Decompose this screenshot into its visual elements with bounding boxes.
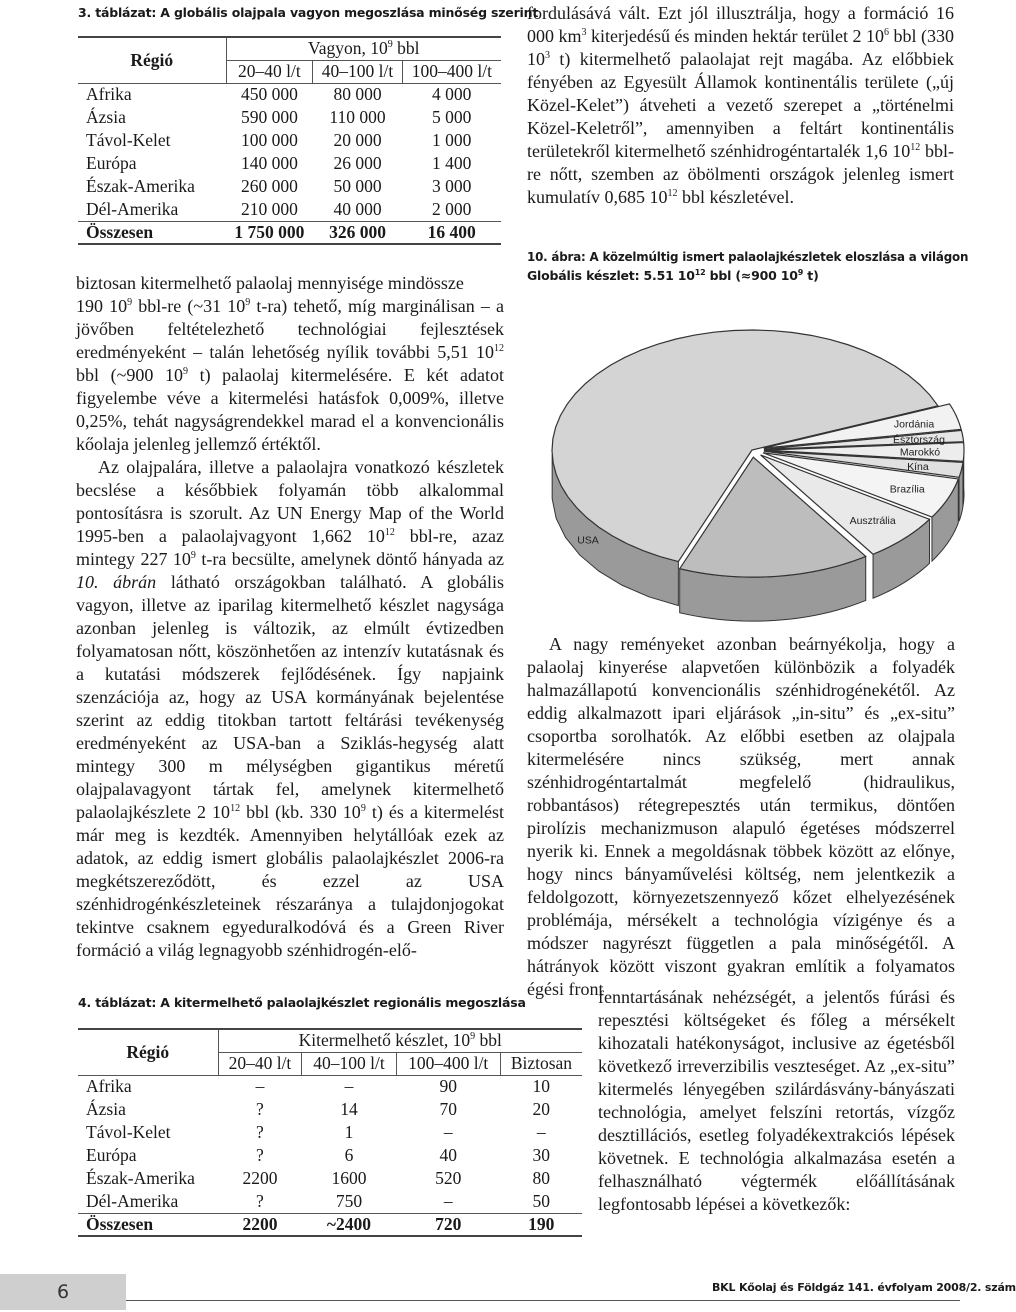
- pie-label: Jordánia: [893, 418, 935, 431]
- figure10-caption-line2: [527, 268, 819, 283]
- table4-value-cell: 520: [435, 1168, 462, 1188]
- right-column-text-narrow: fenntartásának nehézségét, a jelentős fúrási és repesztési költségeket és főleg a mérsékelt kihozatali hatékonyságot, inclusive az égetésből következő irreverzibilis veszteséget. Az „ex-situ” kitermelés lényegében szilárdásvány-bányászati technológia, amelyet felszíni retortás, vízgőz desztillációs, esetleg folyadékextrakciós lépések követnek. E technológia alkalmazása esetén a felhasználható végtermék előállításának legfontosabb lépései a következők:: [598, 987, 955, 1214]
- figure10-caption-line2-post: t): [803, 268, 819, 284]
- figure10-caption-sup2: 9: [797, 268, 804, 277]
- table4-value-cell: 2200: [242, 1168, 278, 1188]
- left-text-lead: biztosan kitermelhető palaolaj mennyisége mindössze: [76, 273, 464, 293]
- table4-region-header: Régió: [78, 1029, 218, 1075]
- table-row: [78, 175, 501, 198]
- table4-subheader: Biztosan: [500, 1052, 582, 1075]
- table3-total-cell: 1 750 000: [226, 221, 313, 244]
- figure10-pie-chart: [524, 300, 960, 618]
- table3-value-cell: 1 400: [431, 153, 472, 173]
- table4-value-cell: 50: [532, 1190, 550, 1211]
- table4-value-cell: 6: [344, 1145, 354, 1165]
- figure10-caption-line2-mid: bbl (≈900 10: [705, 268, 798, 284]
- table4-value-cell: –: [443, 1190, 453, 1211]
- table3-region-cell: Dél-Amerika: [86, 198, 179, 219]
- table3-value-cell: 5 000: [431, 107, 472, 127]
- pie-label: Ausztrália: [849, 515, 896, 528]
- table4-value-cell: 40: [439, 1145, 457, 1165]
- table-total-row: [78, 1213, 582, 1236]
- table3-value-cell: 80 000: [333, 84, 382, 105]
- table3-total-cell: 326 000: [313, 221, 403, 244]
- table4-value-cell: 1600: [331, 1168, 367, 1188]
- table3-group-header: [226, 37, 501, 60]
- table3-value-cell: 20 000: [333, 130, 382, 150]
- table3-group-header-sup: 9: [387, 39, 393, 51]
- table-row: [78, 83, 501, 106]
- table4-region-cell: Távol-Kelet: [86, 1122, 171, 1142]
- table4-value-cell: 1: [344, 1122, 354, 1142]
- figure10-caption-sup1: 12: [694, 268, 706, 277]
- table4-value-cell: ?: [256, 1122, 264, 1142]
- table4-value-cell: ?: [256, 1145, 264, 1165]
- table3-value-cell: 590 000: [240, 107, 298, 127]
- right-column-text-top: fordulásává vált. Ezt jól illusztrálja, hogy a formáció 16 000 $km^3$ kiterjedésű és minden hektár terület 2 $10^6$ bbl (330 $10^3$ t) kitermelhető palaolajat rejt magába. Az előbbiek fényében az Egyesült Államok kontinentális területe („új Közel-Kelet”) átveheti a vezető szerepet a „történelmi Közel-Keletről”, amennyiben a feltárt kontinentális területekről kitermelhető szénhidrogéntartalék 1,6 $10^{12}$ bbl-re nőtt, szemben az öbölmenti országok jelenleg ismert kumulatív 0,685 $10^{12}$ bbl készletével.: [527, 3, 955, 207]
- table4-group-header-unit: bbl: [475, 1030, 502, 1051]
- table4-value-cell: –: [536, 1122, 546, 1142]
- table3-value-cell: 3 000: [431, 176, 472, 196]
- table3-value-cell: 2 000: [431, 198, 472, 219]
- table4-value-cell: 10: [532, 1076, 550, 1097]
- table3-region-cell: Afrika: [86, 84, 132, 105]
- pie-label: Marokkó: [899, 446, 941, 459]
- table4-value-cell: –: [443, 1122, 453, 1142]
- table4-value-cell: 750: [335, 1190, 363, 1211]
- table3-value-cell: 50 000: [333, 176, 382, 196]
- table4-region-cell: Európa: [86, 1145, 137, 1165]
- pie-chart-svg: [524, 300, 960, 618]
- table4-total-label: Összesen: [78, 1213, 218, 1236]
- table3: [78, 36, 501, 245]
- table-row: [78, 198, 501, 221]
- table3-subheader: 20–40 l/t: [226, 60, 313, 83]
- table-row: [78, 152, 501, 175]
- table-row: [78, 106, 501, 129]
- right-column-text-bottom: A nagy reményeket azonban beárnyékolja, hogy a palaolaj kinyerése alapvetően különbözik a folyadék halmazállapotú konvencionális szénhidrogénekétől. Az eddig alkalmazott ipari eljárások „in-situ” és „ex-situ” csoportba sorolhatók. Az előbbi esetben az olajpala kitermelésére nincs szükség, mert annak szénhidrogéntartalmát megfelelő (hidraulikus, robbantásos) rétegrepesztés után termikus, döntően pirolízis mechanizmuson alapuló égetéses módszerrel nyerik ki. Ennek a megoldásnak többek között az előnye, hogy nincs bányaművelési költség, nem jelentkezik a feldolgozott, környezetszennyező kőzet elhelyezésének problémája, mérsékelt a technológia vízigénye és a módszer nagyrészt független a pala minőségétől. A hátrányok között viszont gyakran említik a folyamatos égési front: [527, 634, 955, 999]
- table3-value-cell: 110 000: [329, 107, 386, 127]
- table3-value-cell: 210 000: [240, 198, 298, 219]
- table3-group-header-text: Vagyon, 10: [308, 38, 388, 59]
- table4-value-cell: –: [255, 1076, 265, 1097]
- table-row: [78, 1098, 582, 1121]
- table4-total-cell: ~2400: [302, 1213, 396, 1236]
- table3-value-cell: 26 000: [333, 153, 382, 173]
- table3-caption: 3. táblázat: A globális olajpala vagyon megoszlása minőség szerint: [78, 5, 539, 20]
- table3-value-cell: 100 000: [240, 130, 298, 150]
- table-row: [78, 1144, 582, 1167]
- table4-subheader: 100–400 l/t: [396, 1052, 500, 1075]
- table-row: [78, 1167, 582, 1190]
- figure10-caption-line2-text: Globális készlet: 5.51 10: [527, 268, 695, 284]
- table4-subheader: 40–100 l/t: [302, 1052, 396, 1075]
- table-total-row: [78, 221, 501, 244]
- left-column-text: biztosan kitermelhető palaolaj mennyisége mindössze 190 $10^9$ bbl-re (~31 $10^9$ t-ra) tehető, míg marginálisan – a jövőben feltételezhető technológiai fejlesztések eredményeként – talán lehetőség nyílik további 5,51 $10^{12}$ bbl (~900 $10^9$ t) palaolaj kitermelésére. E két adatot figyelembe véve a kitermelési hatásfok 0,009%, illetve 0,25%, tehát nagyságrendekkel marad el a konvencionális kőolaja jelenleg jellemző értéktől. Az olajpalára, illetve a palaolajra vonatkozó készletek becslése a későbbiek folyamán több alkalommal pontosításra is szorult. Az UN Energy Map of the World 1995-ben a palaolajvagyont 1,662 $10^{12}$ bbl-re, azaz mintegy 227 $10^9$ t-ra becsülte, amelynek döntő hányada az 10. ábrán látható országokban található. A globális vagyon, illetve az iparilag kitermelhető készlet nagysága azonban jelenleg is változik, az elmúlt évtizedben folyamatosan nőtt, köszönhetően az intenzív kutatásnak és a kutatási módszerek fejlődésének. Így napjaink szenzációja az, hogy az USA kormányának bejelentése szerint az eddig titokban tartott feltárási tevékenység eredményeként az USA-ban a Sziklás-hegység alatt mintegy 300 m mélységben gigantikus méretű olajpalavagyont tártak fel, amelynek kitermelhető palaolajkészlete 2 $10^{12}$ bbl (kb. 330 $10^9$ t) és a kitermelést már meg is kezdték. Amennyiben helytállóak ezek az adatok, az eddig ismert globális palaolajkészlet 2006-ra megkétszereződött, és ezzel az USA szénhidrogénkészleteinek részaránya a tulajdonjogokat tekintve csaknem egyeduralkodóvá és a Green River formáció a világ legnagyobb szénhidrogén-elő-: [76, 273, 505, 960]
- pie-label: Észtország: [893, 433, 945, 446]
- table4-subheader: 20–40 l/t: [218, 1052, 302, 1075]
- table3-subheader: 100–400 l/t: [402, 60, 501, 83]
- table3-region-cell: Európa: [86, 153, 137, 173]
- table3-region-cell: Ázsia: [86, 107, 126, 127]
- table3-total-cell: 16 400: [402, 221, 501, 244]
- table4-region-cell: Dél-Amerika: [86, 1190, 179, 1211]
- table4-value-cell: 80: [532, 1168, 550, 1188]
- table-row: [78, 1121, 582, 1144]
- page-number: 6: [0, 1274, 126, 1310]
- left-text-para2-lead: Az olajpalára, illetve a palaolajra vonatkozó készletek becslése a későbbiek folyamán több alkalommal pontosításra is szorult.: [76, 457, 504, 523]
- table4-value-cell: ?: [256, 1190, 264, 1211]
- table4: [78, 1028, 582, 1237]
- pie-label: Brazília: [889, 483, 925, 496]
- table3-value-cell: 450 000: [240, 84, 298, 105]
- table3-group-header-unit: bbl: [392, 38, 420, 59]
- table4-caption: 4. táblázat: A kitermelhető palaolajkészlet regionális megoszlása: [78, 995, 526, 1010]
- table3-total-label: Összesen: [78, 221, 226, 244]
- table-row: [78, 129, 501, 152]
- table3-subheader: 40–100 l/t: [313, 60, 403, 83]
- table3-value-cell: 140 000: [240, 153, 298, 173]
- pie-label: Kína: [907, 460, 929, 473]
- pie-label: USA: [577, 534, 599, 547]
- table4-region-cell: Ázsia: [86, 1099, 126, 1119]
- table4-value-cell: 14: [340, 1099, 358, 1119]
- table-row: [78, 1075, 582, 1098]
- table3-region-cell: Távol-Kelet: [86, 130, 171, 150]
- table4-value-cell: –: [344, 1076, 354, 1097]
- table4-group-header: [218, 1029, 582, 1052]
- table4-group-header-text: Kitermelhető készlet, 10: [298, 1030, 471, 1051]
- table3-region-cell: Észak-Amerika: [86, 176, 195, 196]
- table3-value-cell: 260 000: [240, 176, 298, 196]
- table4-total-cell: 2200: [218, 1213, 302, 1236]
- figure10-caption-line1: 10. ábra: A közelmúltig ismert palaolajkészletek eloszlása a világon: [527, 249, 969, 264]
- table4-region-cell: Észak-Amerika: [86, 1168, 195, 1188]
- table3-value-cell: 40 000: [333, 198, 382, 219]
- footer-divider: [126, 1300, 960, 1301]
- table4-group-header-sup: 9: [470, 1031, 476, 1043]
- table4-value-cell: ?: [256, 1099, 264, 1119]
- table4-value-cell: 30: [532, 1145, 550, 1165]
- table4-region-cell: Afrika: [86, 1076, 132, 1097]
- table3-value-cell: 4 000: [431, 84, 472, 105]
- table4-total-cell: 190: [500, 1213, 582, 1236]
- table-row: [78, 1190, 582, 1213]
- table4-total-cell: 720: [396, 1213, 500, 1236]
- table3-value-cell: 1 000: [431, 130, 472, 150]
- table4-value-cell: 20: [532, 1099, 550, 1119]
- table3-region-header: Régió: [78, 37, 226, 83]
- table4-value-cell: 70: [439, 1099, 457, 1119]
- journal-footer: BKL Kőolaj és Földgáz 141. évfolyam 2008/2. szám: [712, 1281, 1016, 1294]
- table4-value-cell: 90: [439, 1076, 457, 1097]
